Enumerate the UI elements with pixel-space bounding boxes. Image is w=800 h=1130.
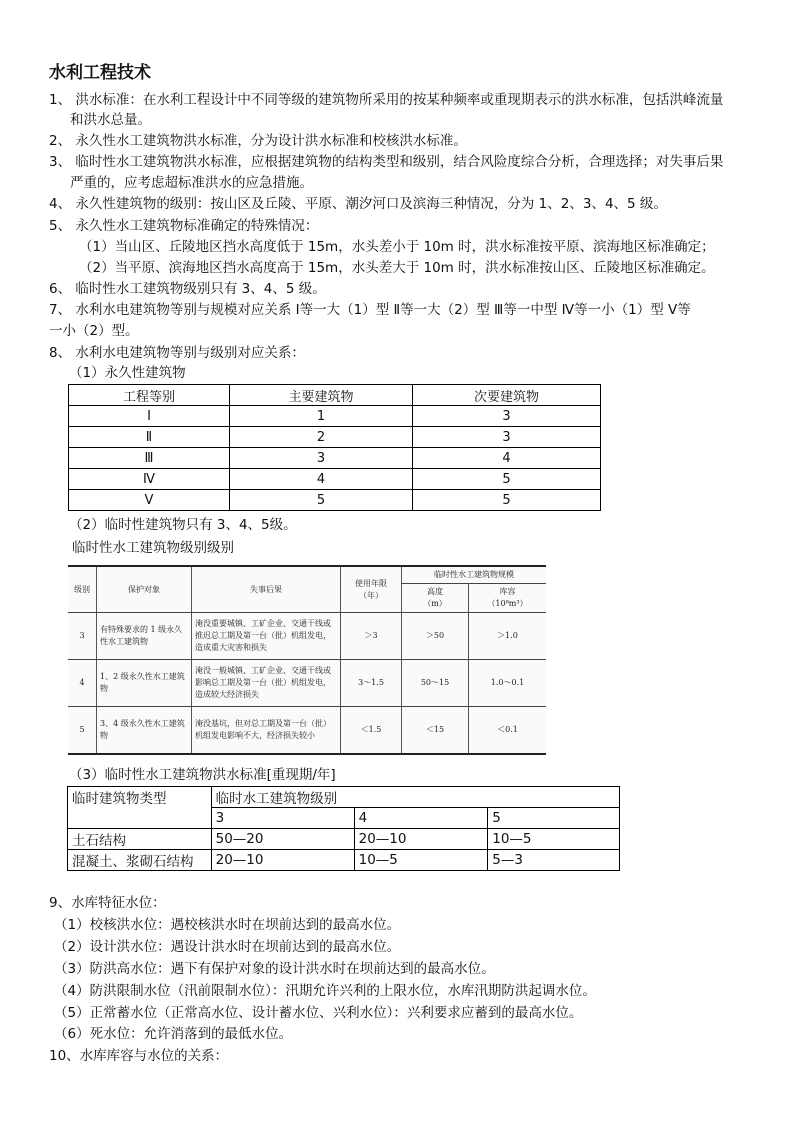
table-row [69,490,601,511]
table-cell: 有特殊要求的 1 级永久性水工建筑物 [97,613,192,660]
table-cell: 淹没重要城镇、工矿企业、交通干线或推迟总工期及第一台（批）机组发电，造成重大灾害和损失 [192,613,341,660]
table-header-cell: 临时建筑物类型 [68,787,212,829]
item-3-line-2: 严重的，应考虑超标准洪水的应急措施。 [70,175,313,191]
table-cell: 1.0～0.1 [469,660,547,707]
item-9-sub-4: （4）防洪限制水位（汛前限制水位）：汛期允许兴利的上限水位，水库汛期防洪起调水位。 [54,983,596,999]
table-cell: 5—3 [488,850,620,871]
table-cell: Ⅳ [69,469,230,490]
table-row [69,427,601,448]
capacity-label: 库容 [499,587,516,596]
item-4: 4、 永久性建筑物的级别：按山区及丘陵、平原、潮汐河口及滨海三种情况，分为 1、2、3、4、5 级。 [49,196,667,212]
item-9-sub-2: （2）设计洪水位：遇设计洪水时在坝前达到的最高水位。 [54,939,401,955]
table-cell: ＞50 [402,613,469,660]
table-cell: ＞1.0 [469,613,547,660]
table-header-cell: 保护对象 [97,566,192,613]
item-7-line-1: 7、 水利水电建筑物等别与规模对应关系 Ⅰ等一大（1）型 Ⅱ等一大（2）型 Ⅲ等一中型 Ⅳ等一小（1）型 Ⅴ等 [49,302,691,318]
table-header-cell: 5 [488,808,620,829]
table-cell: 混凝土、浆砌石结构 [68,850,212,871]
table-cell: 5 [413,469,601,490]
table-header-cell: 失事后果 [192,566,341,613]
item-9: 9、水库特征水位： [49,895,166,911]
table-cell: ＜0.1 [469,707,547,754]
page-title: 水利工程技术 [49,63,151,83]
table-cell: 2 [230,427,413,448]
table-header-cell: 4 [354,808,488,829]
table-cell: 5 [230,490,413,511]
table-cell: Ⅴ [69,490,230,511]
item-8: 8、 水利水电建筑物等别与级别对应关系： [49,345,305,361]
height-unit: （m） [423,599,447,608]
item-9-sub-1: （1）校核洪水位：遇校核洪水时在坝前达到的最高水位。 [54,917,401,933]
table-cell: 50～15 [402,660,469,707]
item-5-sub-2: （2）当平原、滨海地区挡水高度高于 15m，水头差大于 10m 时，洪水标准按山区、丘陵地区标准确定。 [79,260,715,276]
table-header-cell [469,584,547,613]
item-8-sub-3: （3）临时性水工建筑物洪水标准[重现期/年] [69,767,336,783]
table-header-cell [402,584,469,613]
table-cell: Ⅱ [69,427,230,448]
table-cell: 3 [230,448,413,469]
table-cell: 4 [230,469,413,490]
table-row [69,406,601,427]
table-cell: 5 [68,707,97,754]
table-cell: 10—5 [488,829,620,850]
item-1-line-2: 和洪水总量。 [70,112,151,128]
item-5-sub-1: （1）当山区、丘陵地区挡水高度低于 15m，水头差小于 10m 时，洪水标准按平原、滨海地区标准确定； [79,239,715,255]
table-row [69,469,601,490]
item-9-sub-5: （5）正常蓄水位（正常高水位、设计蓄水位、兴利水位）：兴利要求应蓄到的最高水位。 [54,1005,583,1021]
table-header-cell: 次要建筑物 [413,385,601,406]
table-cell: 20—10 [211,850,354,871]
temporary-level-table [68,565,546,755]
item-8-sub-1: （1）永久性建筑物 [69,365,186,381]
table-header-cell: 工程等别 [69,385,230,406]
table-row [68,850,620,871]
table-cell: 10—5 [354,850,488,871]
temporary-level-caption: 临时性水工建筑物级别级别 [72,540,234,556]
table-header-cell: 临时水工建筑物级别 [211,787,619,808]
item-8-sub-2: （2）临时性建筑物只有 3、4、5级。 [69,517,297,533]
table-cell: 1 [230,406,413,427]
table-header-row [68,787,620,808]
table-cell: 淹没基坑，但对总工期及第一台（批）机组发电影响不大，经济损失较小 [192,707,341,754]
table-header-cell: 临时性水工建筑物规模 [402,566,547,584]
table-cell: Ⅰ [69,406,230,427]
years-unit: （年） [359,590,383,600]
table-header-row [69,385,601,406]
table-cell: 3 [413,427,601,448]
table-cell: 20—10 [354,829,488,850]
item-1-line-1: 1、 洪水标准：在水利工程设计中不同等级的建筑物所采用的按某种频率或重现期表示的洪水标准，包括洪峰流量 [49,92,724,108]
table-row [68,660,546,707]
table-row [68,829,620,850]
years-label: 使用年限 [355,578,387,588]
table-cell: 4 [413,448,601,469]
table-header-cell [341,566,402,613]
item-5: 5、 永久性水工建筑物标准确定的特殊情况： [49,218,319,234]
table-cell: 50—20 [211,829,354,850]
item-2: 2、 永久性水工建筑物洪水标准，分为设计洪水标准和校核洪水标准。 [49,133,467,149]
capacity-unit: （10⁸m³） [487,599,528,608]
table-cell: 5 [413,490,601,511]
table-cell: Ⅲ [69,448,230,469]
table-row [69,448,601,469]
table-cell: 3～1.5 [341,660,402,707]
table-cell: 3、4 级永久性水工建筑物 [97,707,192,754]
permanent-building-table [68,384,601,511]
table-cell: 4 [68,660,97,707]
table-header-cell: 级别 [68,566,97,613]
height-label: 高度 [427,587,443,596]
table-header-cell: 3 [211,808,354,829]
table-cell: ＜1.5 [341,707,402,754]
table-cell: 淹没一般城镇、工矿企业、交通干线或影响总工期及第一台（批）机组发电，造成较大经济损失 [192,660,341,707]
table-header-row [68,566,546,584]
table-row [68,613,546,660]
table-row [68,707,546,754]
table-cell: 3 [68,613,97,660]
table-cell: ＞3 [341,613,402,660]
item-3-line-1: 3、 临时性水工建筑物洪水标准，应根据建筑物的结构类型和级别，结合风险度综合分析，合理选择；对失事后果 [49,154,724,170]
item-7-line-2: 一小（2）型。 [49,323,139,339]
item-9-sub-3: （3）防洪高水位：遇下有保护对象的设计洪水时在坝前达到的最高水位。 [54,961,495,977]
table-cell: 1、2 级永久性水工建筑物 [97,660,192,707]
item-9-sub-6: （6）死水位：允许消落到的最低水位。 [54,1026,293,1042]
table-cell: 3 [413,406,601,427]
temporary-flood-standard-table [67,786,620,871]
scanned-temporary-level-table [68,565,546,753]
table-cell: 土石结构 [68,829,212,850]
table-cell: ＜15 [402,707,469,754]
table-header-cell: 主要建筑物 [230,385,413,406]
item-6: 6、 临时性水工建筑物级别只有 3、4、5 级。 [49,281,326,297]
item-10: 10、水库库容与水位的关系： [49,1048,229,1064]
